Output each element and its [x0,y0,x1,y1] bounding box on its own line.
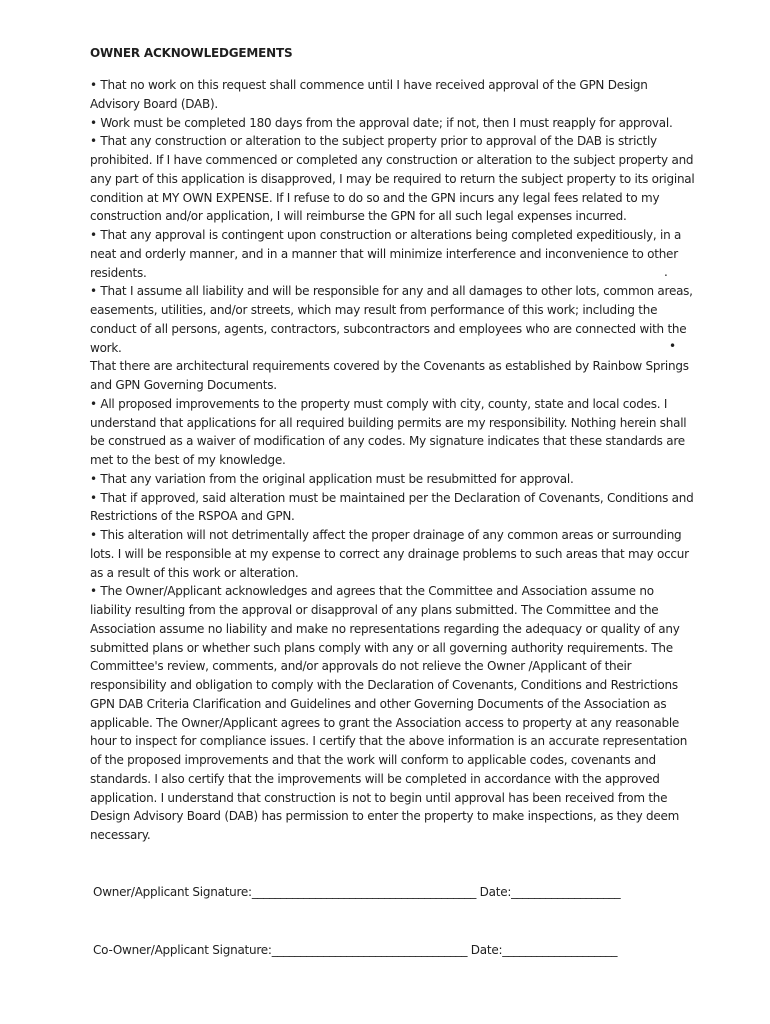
body-line: lots. I will be responsible at my expense to correct any drainage problems to such areas that may occur [90,546,689,561]
body-line: any part of this application is disapproved, I may be required to return the subject property to its original [90,171,695,186]
stray-bullet: • [669,339,677,353]
acknowledgements-body [90,76,695,845]
body-line: liability resulting from the approval or disapproval of any plans submitted. The Committee and the [90,603,659,617]
body-line: condition at MY OWN EXPENSE. If I refuse to do so and the GPN incurs any legal fees related to my [90,190,660,205]
page-heading: OWNER ACKNOWLEDGEMENTS [90,46,293,60]
body-line: • Work must be completed 180 days from the approval date; if not, then I must reapply for approval. [90,115,673,130]
body-line: prohibited. If I have commenced or completed any construction or alteration to the subject property and [90,153,694,167]
body-line: conduct of all persons, agents, contractors, subcontractors and employees who are connected with the [90,321,687,336]
body-line: • All proposed improvements to the property must comply with city, county, state and local codes. I [90,396,668,411]
body-line: Design Advisory Board (DAB) has permission to enter the property to make inspections, as they deem [90,809,680,824]
body-line: and GPN Governing Documents. [90,378,277,392]
body-line: work. [90,340,122,355]
owner-signature-line: Owner/Applicant Signature:_______________________________________ Date:___________________ [93,885,621,899]
body-line: GPN DAB Criteria Clarification and Guidelines and other Governing Documents of the Association as [90,696,667,711]
body-line: • That I assume all liability and will be responsible for any and all damages to other lots, common areas, [90,284,693,299]
body-line: • That any construction or alteration to the subject property prior to approval of the DAB is strictly [90,134,657,149]
body-line: • That any variation from the original application must be resubmitted for approval. [90,471,574,486]
body-line: residents. [90,265,147,280]
co-owner-signature-line: Co-Owner/Applicant Signature:__________________________________ Date:____________________ [93,943,618,957]
body-line: Committee's review, comments, and/or approvals do not relieve the Owner /Applicant of their [90,659,632,674]
body-line: That there are architectural requirements covered by the Covenants as established by Rainbow Springs [90,359,689,374]
body-line: • That any approval is contingent upon construction or alterations being completed expeditiously, in a [90,228,682,242]
body-line: • That if approved, said alteration must be maintained per the Declaration of Covenants, Conditions and [90,490,694,505]
body-line: standards. I also certify that the improvements will be completed in accordance with the approved [90,771,660,786]
body-line: Restrictions of the RSPOA and GPN. [90,509,295,524]
stray-period: . [664,265,668,279]
body-line: Advisory Board (DAB). [90,96,218,111]
body-line: of the proposed improvements and that the work will conform to applicable codes, covenants and [90,753,656,767]
body-line: necessary. [90,828,151,842]
body-line: responsibility and obligation to comply with the Declaration of Covenants, Conditions and Restrictions [90,678,678,692]
body-line: Association assume no liability and make no representations regarding the adequacy or quality of any [90,621,680,636]
body-line: easements, utilities, and/or streets, which may result from performance of this work; including the [90,303,658,317]
body-line: neat and orderly manner, and in a manner that will minimize interference and inconvenience to other [90,246,678,261]
body-line: • The Owner/Applicant acknowledges and agrees that the Committee and Association assume no [90,584,654,599]
body-line: understand that applications for all required building permits are my responsibility. Nothing herein shall [90,415,687,430]
body-line: construction and/or application, I will reimburse the GPN for all such legal expenses incurred. [90,209,627,224]
body-line: application. I understand that construction is not to begin until approval has been received from the [90,790,668,805]
body-line: submitted plans or whether such plans comply with any or all governing authority requirements. The [90,640,673,655]
body-line: hour to inspect for compliance issues. I certify that the above information is an accurate representation [90,734,688,749]
body-line: met to the best of my knowledge. [90,453,286,467]
body-line: • That no work on this request shall commence until I have received approval of the GPN Design [90,78,648,92]
body-line: be construed as a waiver of modification of any codes. My signature indicates that these standards are [90,434,685,449]
body-line: as a result of this work or alteration. [90,565,299,580]
body-line: • This alteration will not detrimentally affect the proper drainage of any common areas or surrounding [90,528,682,542]
body-line: applicable. The Owner/Applicant agrees to grant the Association access to property at any reasonable [90,715,680,730]
